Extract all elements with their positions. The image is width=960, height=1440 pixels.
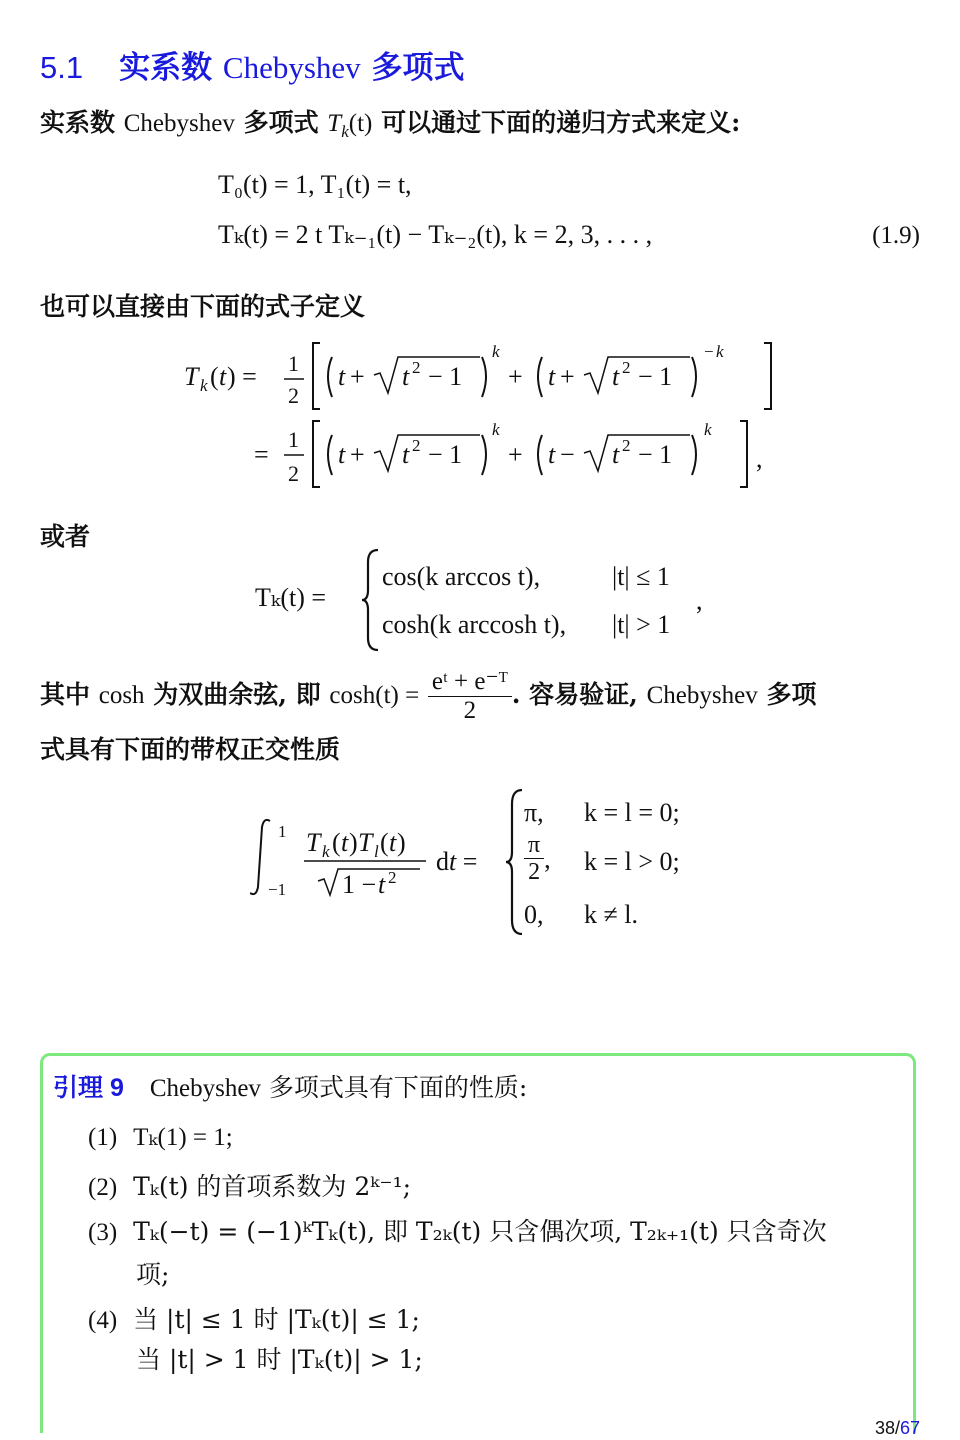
section-title-prefix: 实系数 <box>119 50 213 86</box>
svg-text:t: t <box>341 828 349 857</box>
svg-text:t: t <box>612 362 620 391</box>
svg-text:−: − <box>560 440 575 469</box>
lemma-latin: Chebyshev <box>149 1075 261 1102</box>
cosh-part3: . 容易验证, <box>511 680 638 710</box>
svg-text:,: , <box>756 444 763 473</box>
cosh-word: cosh <box>98 682 145 710</box>
cosh-line2: 式具有下面的带权正交性质 <box>40 735 341 764</box>
orth-case3-cond: k ≠ l. <box>584 900 638 929</box>
lemma-item-num: (2) <box>88 1174 118 1201</box>
orth-case1-cond: k = l = 0; <box>584 798 680 827</box>
svg-text:t: t <box>338 362 346 391</box>
svg-text:(: ( <box>332 828 341 857</box>
orth-case2-frac <box>524 832 551 887</box>
svg-text:t: t <box>378 870 386 899</box>
piecewise-trail: , <box>696 586 703 615</box>
svg-text:T: T <box>358 828 373 857</box>
piecewise-brace <box>360 548 382 652</box>
svg-text:+: + <box>508 440 523 469</box>
cosh-paragraph <box>40 668 816 725</box>
cosh-part2: 为双曲余弦, 即 <box>153 680 321 710</box>
lemma-label: 引理 9 <box>53 1074 124 1102</box>
lemma-item-text: 当 |t| ≤ 1 时 |Tₖ(t)| ≤ 1; <box>133 1305 420 1334</box>
section-title-suffix: 多项式 <box>371 50 465 86</box>
lemma-item-num: (3) <box>88 1219 118 1246</box>
piecewise-case1-expr: cos(k arccos t), <box>382 562 541 591</box>
lemma-item-4 <box>88 1300 420 1336</box>
svg-text:(: ( <box>380 828 389 857</box>
svg-text:t: t <box>219 362 227 391</box>
svg-text:1: 1 <box>288 427 299 452</box>
intro-math-symbol: T <box>327 110 342 137</box>
svg-text:t: t <box>338 440 346 469</box>
piecewise-case2-expr: cosh(k arccosh t), <box>382 610 567 639</box>
svg-text:t: t <box>548 362 556 391</box>
svg-text:k: k <box>322 842 330 861</box>
svg-text:): ) <box>397 828 406 857</box>
svg-text:2: 2 <box>388 868 397 887</box>
cosh-fraction <box>428 668 512 725</box>
lemma-item-3 <box>88 1212 827 1248</box>
svg-text:− 1: − 1 <box>638 440 673 469</box>
svg-text:− 1: − 1 <box>428 362 463 391</box>
intro-math-arg: (t) <box>348 110 373 137</box>
orthogonality-dt: dt = <box>436 847 478 876</box>
intro-middle: 多项式 <box>243 108 319 137</box>
lemma-intro <box>150 1073 528 1102</box>
orth-case3-val: 0, <box>524 900 544 929</box>
intro-math-sub: k <box>341 122 349 141</box>
svg-text:t: t <box>402 362 410 391</box>
svg-text:k: k <box>716 342 724 361</box>
svg-text:− 1: − 1 <box>428 440 463 469</box>
cosh-latin: Chebyshev <box>646 682 758 710</box>
orth-case2-comma: , <box>544 844 551 874</box>
svg-text:+: + <box>350 440 365 469</box>
orth-case2-fraction <box>524 832 544 887</box>
lemma-item-3-cont: 项; <box>136 1260 170 1289</box>
lemma-item-1 <box>88 1122 233 1152</box>
piecewise-case1-cond: |t| ≤ 1 <box>612 562 670 591</box>
intro-suffix: 可以通过下面的递归方式来定义: <box>381 108 741 137</box>
page-number <box>875 1418 920 1439</box>
eq19-line2: Tₖ(t) = 2 t Tₖ₋₁(t) − Tₖ₋₂(t), k = 2, 3, . . . , <box>218 220 653 249</box>
direct-def-text: 也可以直接由下面的式子定义 <box>40 292 366 321</box>
cosh-denominator: 2 <box>463 696 477 724</box>
lemma-title <box>53 1068 527 1104</box>
lemma-item-4-cont: 当 |t| > 1 时 |Tₖ(t)| > 1; <box>136 1345 423 1374</box>
lemma-item-2 <box>88 1167 411 1203</box>
lemma-item-num: (1) <box>88 1124 118 1151</box>
svg-text:t: t <box>402 440 410 469</box>
cosh-part4: 多项 <box>766 680 817 710</box>
svg-text:k: k <box>492 342 500 361</box>
svg-text:=: = <box>254 440 269 469</box>
direct-def-formula <box>180 335 800 495</box>
svg-text:2: 2 <box>412 358 421 377</box>
lemma-item-num: (4) <box>88 1307 118 1334</box>
svg-text:k: k <box>492 420 500 439</box>
svg-text:): ) <box>349 828 358 857</box>
lemma-item-text: Tₖ(−t) = (−1)ᵏTₖ(t), 即 T₂ₖ(t) 只含偶次项, T₂ₖ₊₁(t) 只含奇次 <box>133 1217 827 1246</box>
cosh-formula-lhs: cosh(t) = <box>329 682 420 710</box>
svg-text:2: 2 <box>288 461 299 486</box>
svg-text:−: − <box>704 342 714 361</box>
section-number: 5.1 <box>40 50 84 85</box>
svg-text:(: ( <box>210 362 219 391</box>
cosh-part1: 其中 <box>40 680 91 710</box>
svg-text:−1: −1 <box>268 880 287 899</box>
section-title-latin: Chebyshev <box>222 50 361 85</box>
svg-text:t: t <box>548 440 556 469</box>
orth-case2-den: 2 <box>528 859 541 886</box>
svg-text:) =: ) = <box>227 362 257 391</box>
page-current: 38/ <box>874 1418 900 1438</box>
orth-case2-num: π <box>524 832 544 859</box>
svg-text:1: 1 <box>288 351 299 376</box>
intro-math <box>327 110 373 141</box>
lemma-item-text: Tₖ(1) = 1; <box>133 1124 233 1151</box>
intro-prefix: 实系数 <box>40 108 116 137</box>
intro-latin: Chebyshev <box>123 110 235 137</box>
svg-text:T: T <box>306 828 321 857</box>
svg-text:2: 2 <box>288 383 299 408</box>
svg-text:+: + <box>508 362 523 391</box>
orth-case2-cond: k = l > 0; <box>584 847 680 876</box>
svg-text:1: 1 <box>278 822 287 841</box>
orthogonality-brace <box>504 788 526 938</box>
svg-text:l: l <box>374 842 379 861</box>
svg-text:T: T <box>184 362 199 391</box>
svg-text:t: t <box>389 828 397 857</box>
or-text: 或者 <box>40 522 91 551</box>
cosh-numerator: eᵗ + e⁻ᵀ <box>428 668 512 697</box>
intro-paragraph <box>40 103 740 142</box>
eq19-number: (1.9) <box>872 222 920 249</box>
svg-text:t: t <box>612 440 620 469</box>
svg-text:− 1: − 1 <box>638 362 673 391</box>
page-total[interactable]: 67 <box>899 1418 920 1438</box>
svg-text:2: 2 <box>622 358 631 377</box>
svg-text:2: 2 <box>412 436 421 455</box>
svg-text:+: + <box>350 362 365 391</box>
piecewise-lhs: Tₖ(t) = <box>255 583 327 612</box>
svg-text:k: k <box>200 376 208 395</box>
lemma-item-text: Tₖ(t) 的首项系数为 2ᵏ⁻¹; <box>133 1172 412 1201</box>
svg-text:2: 2 <box>622 436 631 455</box>
lemma-intro-text: 多项式具有下面的性质: <box>268 1073 528 1102</box>
section-title <box>40 42 464 87</box>
svg-text:k: k <box>704 420 712 439</box>
svg-text:+: + <box>560 362 575 391</box>
svg-text:1 −: 1 − <box>342 870 377 899</box>
piecewise-case2-cond: |t| > 1 <box>612 610 671 639</box>
eq19-line1: T₀(t) = 1, T₁(t) = t, <box>218 170 412 199</box>
orthogonality-integral <box>250 815 440 905</box>
orth-case1-val: π, <box>524 798 544 827</box>
